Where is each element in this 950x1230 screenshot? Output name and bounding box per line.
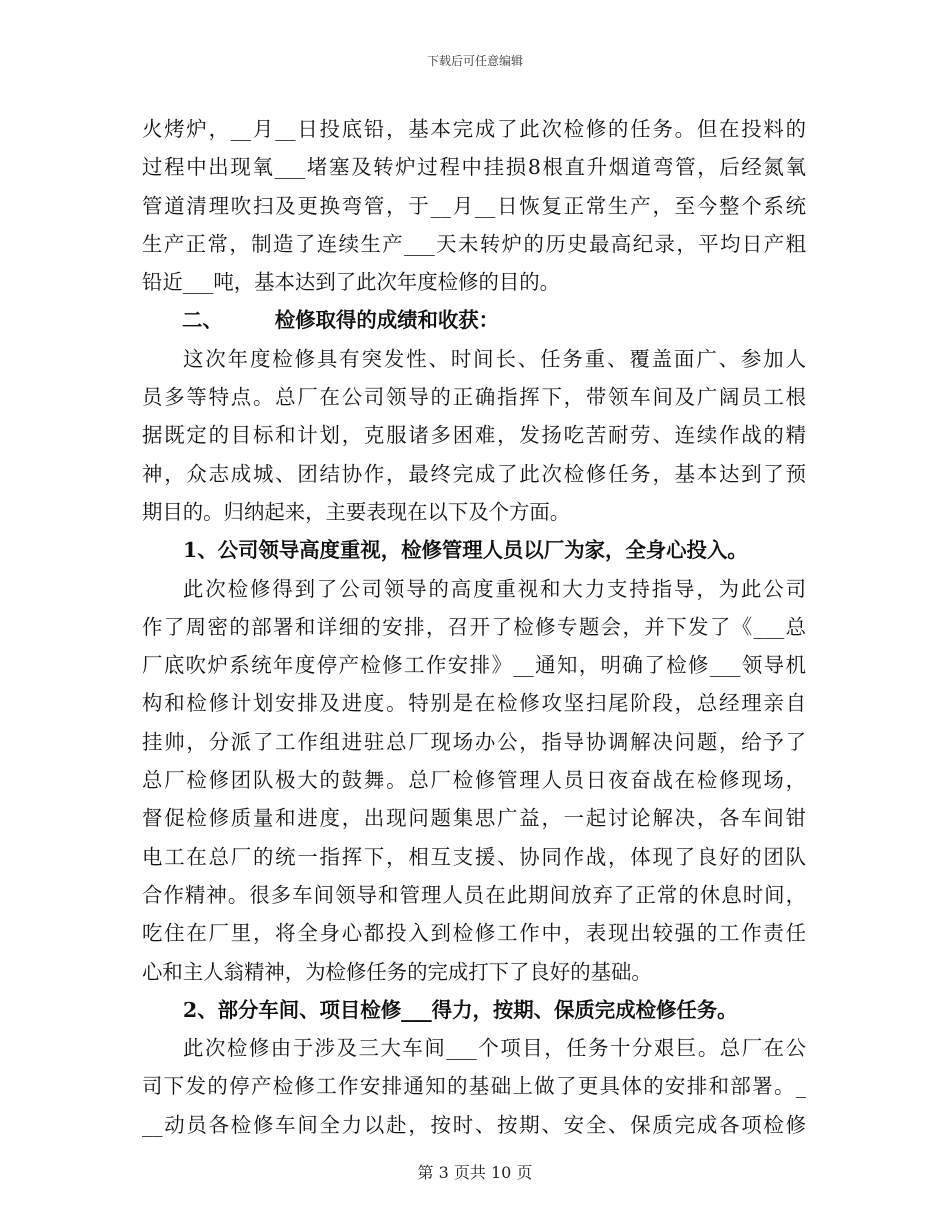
page-header: 下载后可任意编辑 (426, 54, 523, 68)
text-line: 此次检修由于涉及三大车间___个项目，任务十分艰巨。总厂在公 (183, 1036, 806, 1061)
text-line: 管道清理吹扫及更换弯管，于__月__日恢复正常生产，至今整个系统 (142, 193, 806, 218)
text-line: 吃住在厂里，将全身心都投入到检修工作中，表现出较强的工作责任 (142, 921, 806, 946)
subheading-1: 1、公司领导高度重视，检修管理人员以厂为家，全身心投入。 (183, 538, 748, 563)
text-line: 员多等特点。总厂在公司领导的正确指挥下，带领车间及广阔员工根 (142, 385, 806, 410)
text-line: 心和主人翁精神，为检修任务的完成打下了良好的基础。 (142, 959, 652, 984)
text-line: 电工在总厂的统一指挥下，相互支援、协同作战，体现了良好的团队 (142, 844, 806, 869)
text-line: 期目的。归纳起来，主要表现在以下及个方面。 (142, 499, 571, 524)
text-line: 厂底吹炉系统年度停产检修工作安排》__通知，明确了检修___领导机 (142, 653, 806, 678)
text-line: 铅近___吨，基本达到了此次年度检修的目的。 (142, 270, 561, 295)
text-line: 神，众志成城、团结协作，最终完成了此次检修任务，基本达到了预 (142, 461, 806, 486)
document-body (142, 110, 806, 1144)
text-line: 这次年度检修具有突发性、时间长、任务重、覆盖面广、参加人 (183, 346, 806, 371)
page-footer: 第 3 页共 10 页 (417, 1163, 533, 1182)
section-title: 检修取得的成绩和收获： (274, 308, 500, 333)
text-line: 此次检修得到了公司领导的高度重视和大力支持指导，为此公司 (183, 576, 806, 601)
paragraph-1 (142, 110, 806, 301)
subheading-2: 2、部分车间、项目检修___得力，按期、保质完成检修任务。 (183, 997, 738, 1022)
text-line: 总厂检修团队极大的鼓舞。总厂检修管理人员日夜奋战在检修现场， (142, 768, 806, 793)
text-line: 督促检修质量和进度，出现问题集思广益，一起讨论解决，各车间钳 (142, 806, 806, 831)
text-line: 据既定的目标和计划，克服诸多困难，发扬吃苦耐劳、连续作战的精 (142, 423, 806, 448)
paragraph-4 (142, 1029, 806, 1144)
text-line: __动员各检修车间全力以赴，按时、按期、安全、保质完成各项检修 (142, 1112, 806, 1137)
text-line: 合作精神。很多车间领导和管理人员在此期间放弃了正常的休息时间， (142, 882, 806, 907)
paragraph-3 (142, 570, 806, 991)
section-number: 二、 (182, 308, 223, 333)
section-heading-2 (142, 301, 806, 339)
text-line: 火烤炉，__月__日投底铅，基本完成了此次检修的任务。但在投料的 (142, 117, 806, 141)
text-line: 构和检修计划安排及进度。特别是在检修攻坚扫尾阶段，总经理亲自 (142, 691, 806, 716)
paragraph-2 (142, 340, 806, 531)
text-line: 作了周密的部署和详细的安排，召开了检修专题会，并下发了《___总 (142, 614, 806, 639)
text-line: 过程中出现氧___堵塞及转炉过程中挂损8根直升烟道弯管，后经氮氧 (142, 155, 806, 180)
text-line: 生产正常，制造了连续生产___天未转炉的历史最高纪录，平均日产粗 (142, 231, 806, 256)
text-line: 司下发的停产检修工作安排通知的基础上做了更具体的安排和部署。_ (142, 1074, 806, 1099)
text-line: 挂帅，分派了工作组进驻总厂现场办公，指导协调解决问题，给予了 (142, 729, 806, 754)
